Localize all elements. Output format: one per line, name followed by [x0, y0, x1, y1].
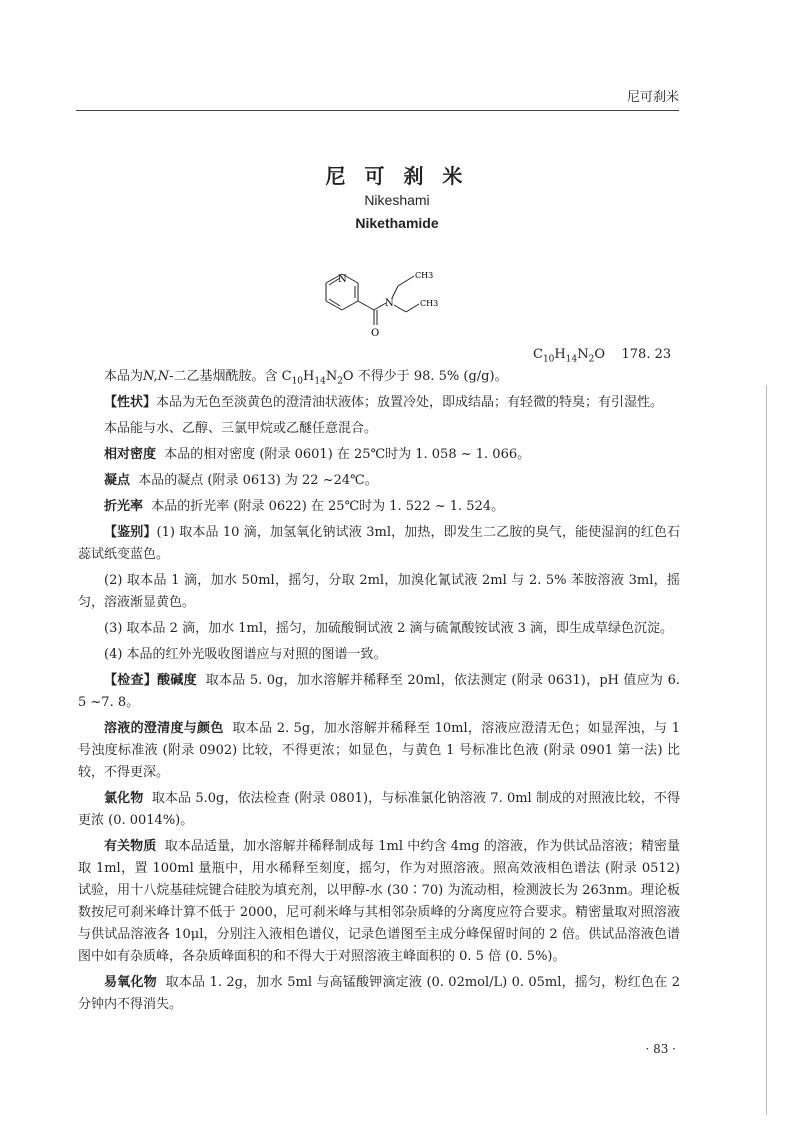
identification-test-2: (2) 取本品 1 滴，加水 50ml，摇匀，分取 2ml，加溴化氰试液 2ml 与 2. 5% 苯胺溶液 3ml，摇匀，溶液渐显黄色。	[78, 573, 680, 610]
monograph-body	[78, 366, 680, 1020]
margin-line	[766, 385, 767, 1115]
page-number: · 83 ·	[645, 1042, 676, 1056]
chloride-section: 氯化物 取本品 5.0g，依法检查 (附录 0801)，与标准氯化钠溶液 7. 0ml 制成的对照液比较，不得更浓 (0. 0014%)。	[78, 791, 680, 828]
running-header-title: 尼可刹米	[626, 90, 679, 105]
tests-acidity-section: 【检查】酸碱度 取本品 5. 0g，加水溶解并稀释至 20ml，依法测定 (附录 0631)，pH 值应为 6. 5 ~7. 8。	[78, 673, 680, 710]
oxygen-label: O	[371, 328, 380, 339]
monograph-title-chinese: 尼 可 刹 米	[325, 164, 469, 188]
ring-nitrogen-label: N	[338, 274, 347, 285]
content-statement: 本品为N,N-二乙基烟酰胺。含 $C_{10}H_{14}N_2O$ 不得少于 98. 5% (g/g)。	[104, 369, 508, 387]
solubility-paragraph: 本品能与水、乙醇、三氯甲烷或乙醚任意混合。	[104, 421, 378, 436]
clarity-color-section: 溶液的澄清度与颜色 取本品 2. 5g，加水溶解并稀释至 10ml，溶液应澄清无色；如显浑浊，与 1 号浊度标准液 (附录 0902) 比较，不得更浓；如显色，与黄色 1 号标准比色液 (附录 0901 第一法) 比较，不得更深。	[78, 721, 680, 780]
identification-section: 【鉴别】(1) 取本品 10 滴，加氢氧化钠试液 3ml，加热，即发生二乙胺的臭气，能使湿润的红色石蕊试纸变蓝色。	[78, 525, 680, 562]
molecular-weight: 178. 23	[621, 347, 672, 362]
monograph-title-pinyin: Nikeshami	[364, 192, 430, 208]
related-substances-section: 有关物质 取本品适量，加水溶解并稀释制成每 1ml 中约含 4mg 的溶液，作为供试品溶液；精密量取 1ml，置 100ml 量瓶中，用水稀释至刻度，摇匀，作为对照溶液。照高效液相色谱法 (附录 0512) 试验，用十八烷基硅烷键合硅胶为填充剂，以甲醇-水 (30∶70) 为流动相，检测波长为 263nm。理论板数按尼可刹米峰计算不低于 2000，尼可刹米峰与其相邻杂质峰的分离度应符合要求。精密量取对照溶液与供试品溶液各 10μl，分别注入液相色谱仪，记录色谱图至主成分峰保留时间的 2 倍。供试品溶液色谱图中如有杂质峰，各杂质峰面积的和不得大于对照溶液主峰面积的 0. 5 倍 (0. 5%)。	[78, 839, 680, 964]
oxidizable-substances-section: 易氧化物 取本品 1. 2g，加水 5ml 与高锰酸钾滴定液 (0. 02mol/L) 0. 05ml，摇匀，粉红色在 2 分钟内不得消失。	[78, 975, 680, 1012]
amide-nitrogen-label: N	[385, 298, 394, 309]
description-section: 【性状】本品为无色至淡黄色的澄清油状液体；放置冷处，即成结晶；有轻微的特臭；有引湿性。	[104, 395, 664, 410]
methyl-top-label: CH3	[415, 271, 434, 280]
molecular-formula: $C_{10}H_{14}N_2O$ 178. 23	[533, 347, 672, 365]
methyl-bottom-label: CH3	[420, 299, 439, 308]
monograph-title-english: Nikethamide	[355, 215, 439, 231]
relative-density-section: 相对密度 本品的相对密度 (附录 0601) 在 25℃时为 1. 058 ~ 1. 066。	[104, 447, 531, 462]
refractive-index-section: 折光率 本品的折光率 (附录 0622) 在 25℃时为 1. 522 ~ 1. 524。	[104, 499, 505, 514]
freezing-point-section: 凝点 本品的凝点 (附录 0613) 为 22 ~24℃。	[104, 473, 378, 488]
identification-test-4: (4) 本品的红外光吸收图谱应与对照的图谱一致。	[104, 647, 387, 662]
structural-formula	[322, 262, 442, 340]
identification-test-3: (3) 取本品 2 滴，加水 1ml，摇匀，加硫酸铜试液 2 滴与硫氰酸铵试液 3 滴，即生成草绿色沉淀。	[104, 621, 674, 636]
running-header	[76, 78, 679, 111]
